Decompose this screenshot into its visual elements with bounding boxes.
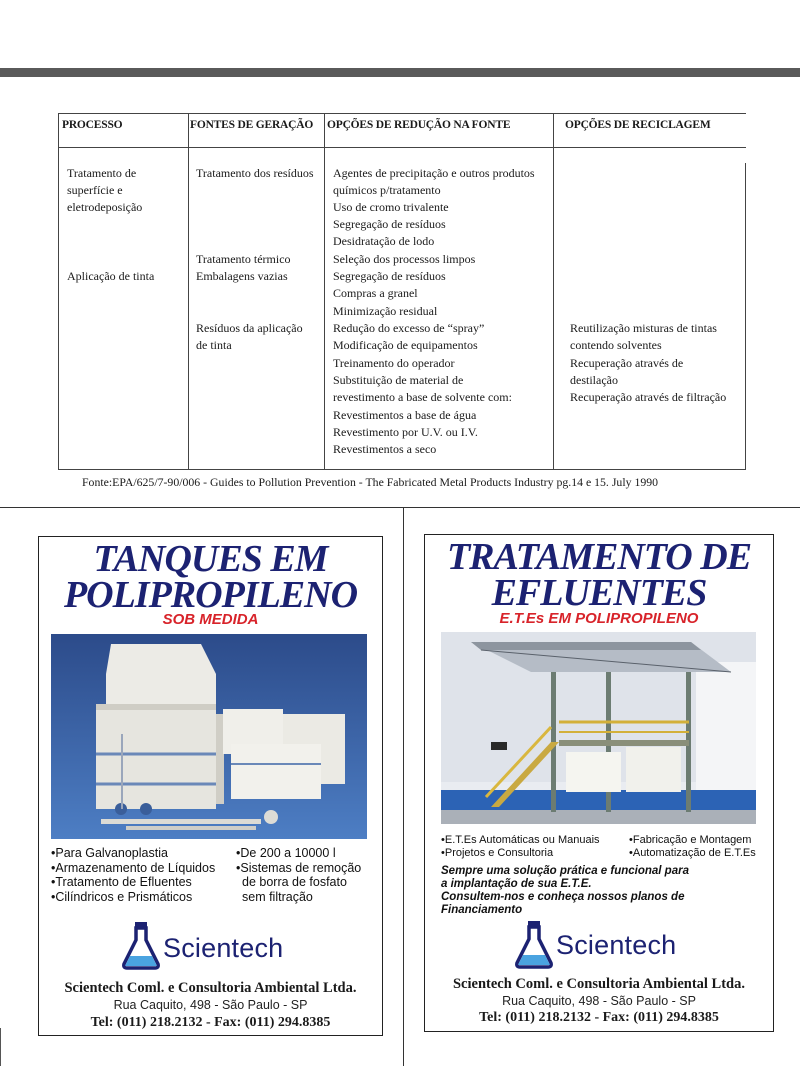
reducao-cell: Modificação de equipamentos <box>333 338 478 352</box>
processo-cell: Aplicação de tinta <box>67 269 155 283</box>
company-address: Rua Caquito, 498 - São Paulo - SP <box>502 994 696 1008</box>
processo-cell: Tratamento de <box>67 166 137 180</box>
slogan-line: a implantação de sua E.T.E. <box>441 878 592 890</box>
fontes-cell: Embalagens vazias <box>196 269 288 283</box>
reciclagem-cell: Recuperação através de filtração <box>570 390 727 404</box>
features-right <box>629 834 756 860</box>
ad-title-line1: TANQUES EM <box>93 538 328 580</box>
reducao-cell: revestimento a base de solvente com: <box>333 390 512 404</box>
reducao-cell: Uso de cromo trivalente <box>333 200 449 214</box>
reducao-cell: Compras a granel <box>333 286 418 300</box>
logo-text: Scientech <box>163 933 284 963</box>
company-name: Scientech Coml. e Consultoria Ambiental Ltda. <box>64 980 357 996</box>
reducao-cell: Segregação de resíduos <box>333 269 446 283</box>
header-reducao: OPÇÕES DE REDUÇÃO NA FONTE <box>327 119 511 131</box>
feature-item: •De 200 a 10000 l <box>236 846 336 860</box>
reciclagem-cell: Reutilização misturas de tintas <box>570 321 717 335</box>
company-phone: Tel: (011) 218.2132 - Fax: (011) 294.8385 <box>479 1010 719 1025</box>
ad-title-line2: EFLUENTES <box>491 572 707 614</box>
slogan <box>441 865 689 917</box>
ad-title-line2: POLIPROPILENO <box>63 574 358 616</box>
reducao-cell: Treinamento do operador <box>333 356 455 370</box>
features-left <box>51 846 215 904</box>
slogan-line: Consultem-nos e conheça nossos planos de <box>441 891 685 903</box>
feature-item: •Automatização de E.T.Es <box>629 847 756 859</box>
features-left <box>441 834 600 860</box>
flask-icon <box>514 919 554 969</box>
processo-cell: eletrodeposição <box>67 200 143 214</box>
processo-cell: superfície e <box>67 183 123 197</box>
reciclagem-cell: Recuperação através de <box>570 356 684 370</box>
fontes-cell: de tinta <box>196 338 232 352</box>
feature-item: •Sistemas de remoção <box>236 860 362 875</box>
ad-tanques <box>38 536 383 1036</box>
feature-item: •Projetos e Consultoria <box>441 847 554 859</box>
fontes-cell: Tratamento dos resíduos <box>196 166 314 180</box>
flask-icon <box>121 920 161 970</box>
plant-photo <box>441 632 756 824</box>
slogan-line: Financiamento <box>441 904 523 916</box>
header-fontes: FONTES DE GERAÇÃO <box>190 119 314 131</box>
section-divider <box>0 507 800 508</box>
reciclagem-cell: destilação <box>570 373 618 387</box>
feature-item: •Cilíndricos e Prismáticos <box>51 889 193 904</box>
company-phone: Tel: (011) 218.2132 - Fax: (011) 294.8385 <box>90 1015 331 1030</box>
margin-mark <box>0 1028 1 1066</box>
feature-item: •Tratamento de Efluentes <box>51 875 192 889</box>
reducao-cell: Desidratação de lodo <box>333 234 435 248</box>
company-name: Scientech Coml. e Consultoria Ambiental Ltda. <box>452 976 745 992</box>
reducao-cell: químicos p/tratamento <box>333 183 441 197</box>
logo-text: Scientech <box>556 930 677 960</box>
feature-item: de borra de fosfato <box>242 875 347 889</box>
header-reciclagem: OPÇÕES DE RECICLAGEM <box>565 119 711 131</box>
ad-subtitle: E.T.Es EM POLIPROPILENO <box>499 610 699 627</box>
feature-item: •Armazenamento de Líquidos <box>51 860 216 875</box>
reducao-cell: Segregação de resíduos <box>333 217 446 231</box>
reducao-cell: Agentes de precipitação e outros produtos <box>333 166 535 180</box>
slogan-line: Sempre uma solução prática e funcional para <box>441 865 689 877</box>
company-address: Rua Caquito, 498 - São Paulo - SP <box>113 998 308 1012</box>
column-divider <box>403 507 404 1066</box>
reducao-cell: Substituição de material de <box>333 373 464 387</box>
ad-subtitle: SOB MEDIDA <box>162 611 259 628</box>
header-bar <box>0 68 800 77</box>
fontes-cell: Tratamento térmico <box>196 252 291 266</box>
reducao-cell: Revestimentos a seco <box>333 442 437 456</box>
feature-item: •Fabricação e Montagem <box>629 834 752 846</box>
header-processo: PROCESSO <box>62 119 123 131</box>
feature-item: •E.T.Es Automáticas ou Manuais <box>441 834 600 846</box>
reciclagem-cell: contendo solventes <box>570 338 662 352</box>
feature-item: sem filtração <box>242 889 313 904</box>
ad-title-line1: TRATAMENTO DE <box>446 536 752 578</box>
reducao-cell: Redução do excesso de “spray” <box>333 321 485 335</box>
ad-tratamento <box>424 534 774 1032</box>
reducao-cell: Revestimento por U.V. ou I.V. <box>333 425 478 439</box>
reducao-cell: Minimização residual <box>333 304 438 318</box>
fontes-cell: Resíduos da aplicação <box>196 321 303 335</box>
pollution-prevention-table <box>58 113 746 470</box>
source-citation: Fonte:EPA/625/7-90/006 - Guides to Pollution Prevention - The Fabricated Metal Products Industry pg.14 e 15. July 1990 <box>82 475 659 489</box>
features-right <box>236 846 361 904</box>
feature-item: •Para Galvanoplastia <box>51 846 168 860</box>
reducao-cell: Revestimentos a base de água <box>333 408 477 422</box>
tanks-photo <box>51 634 367 839</box>
reducao-cell: Seleção dos processos limpos <box>333 252 476 266</box>
